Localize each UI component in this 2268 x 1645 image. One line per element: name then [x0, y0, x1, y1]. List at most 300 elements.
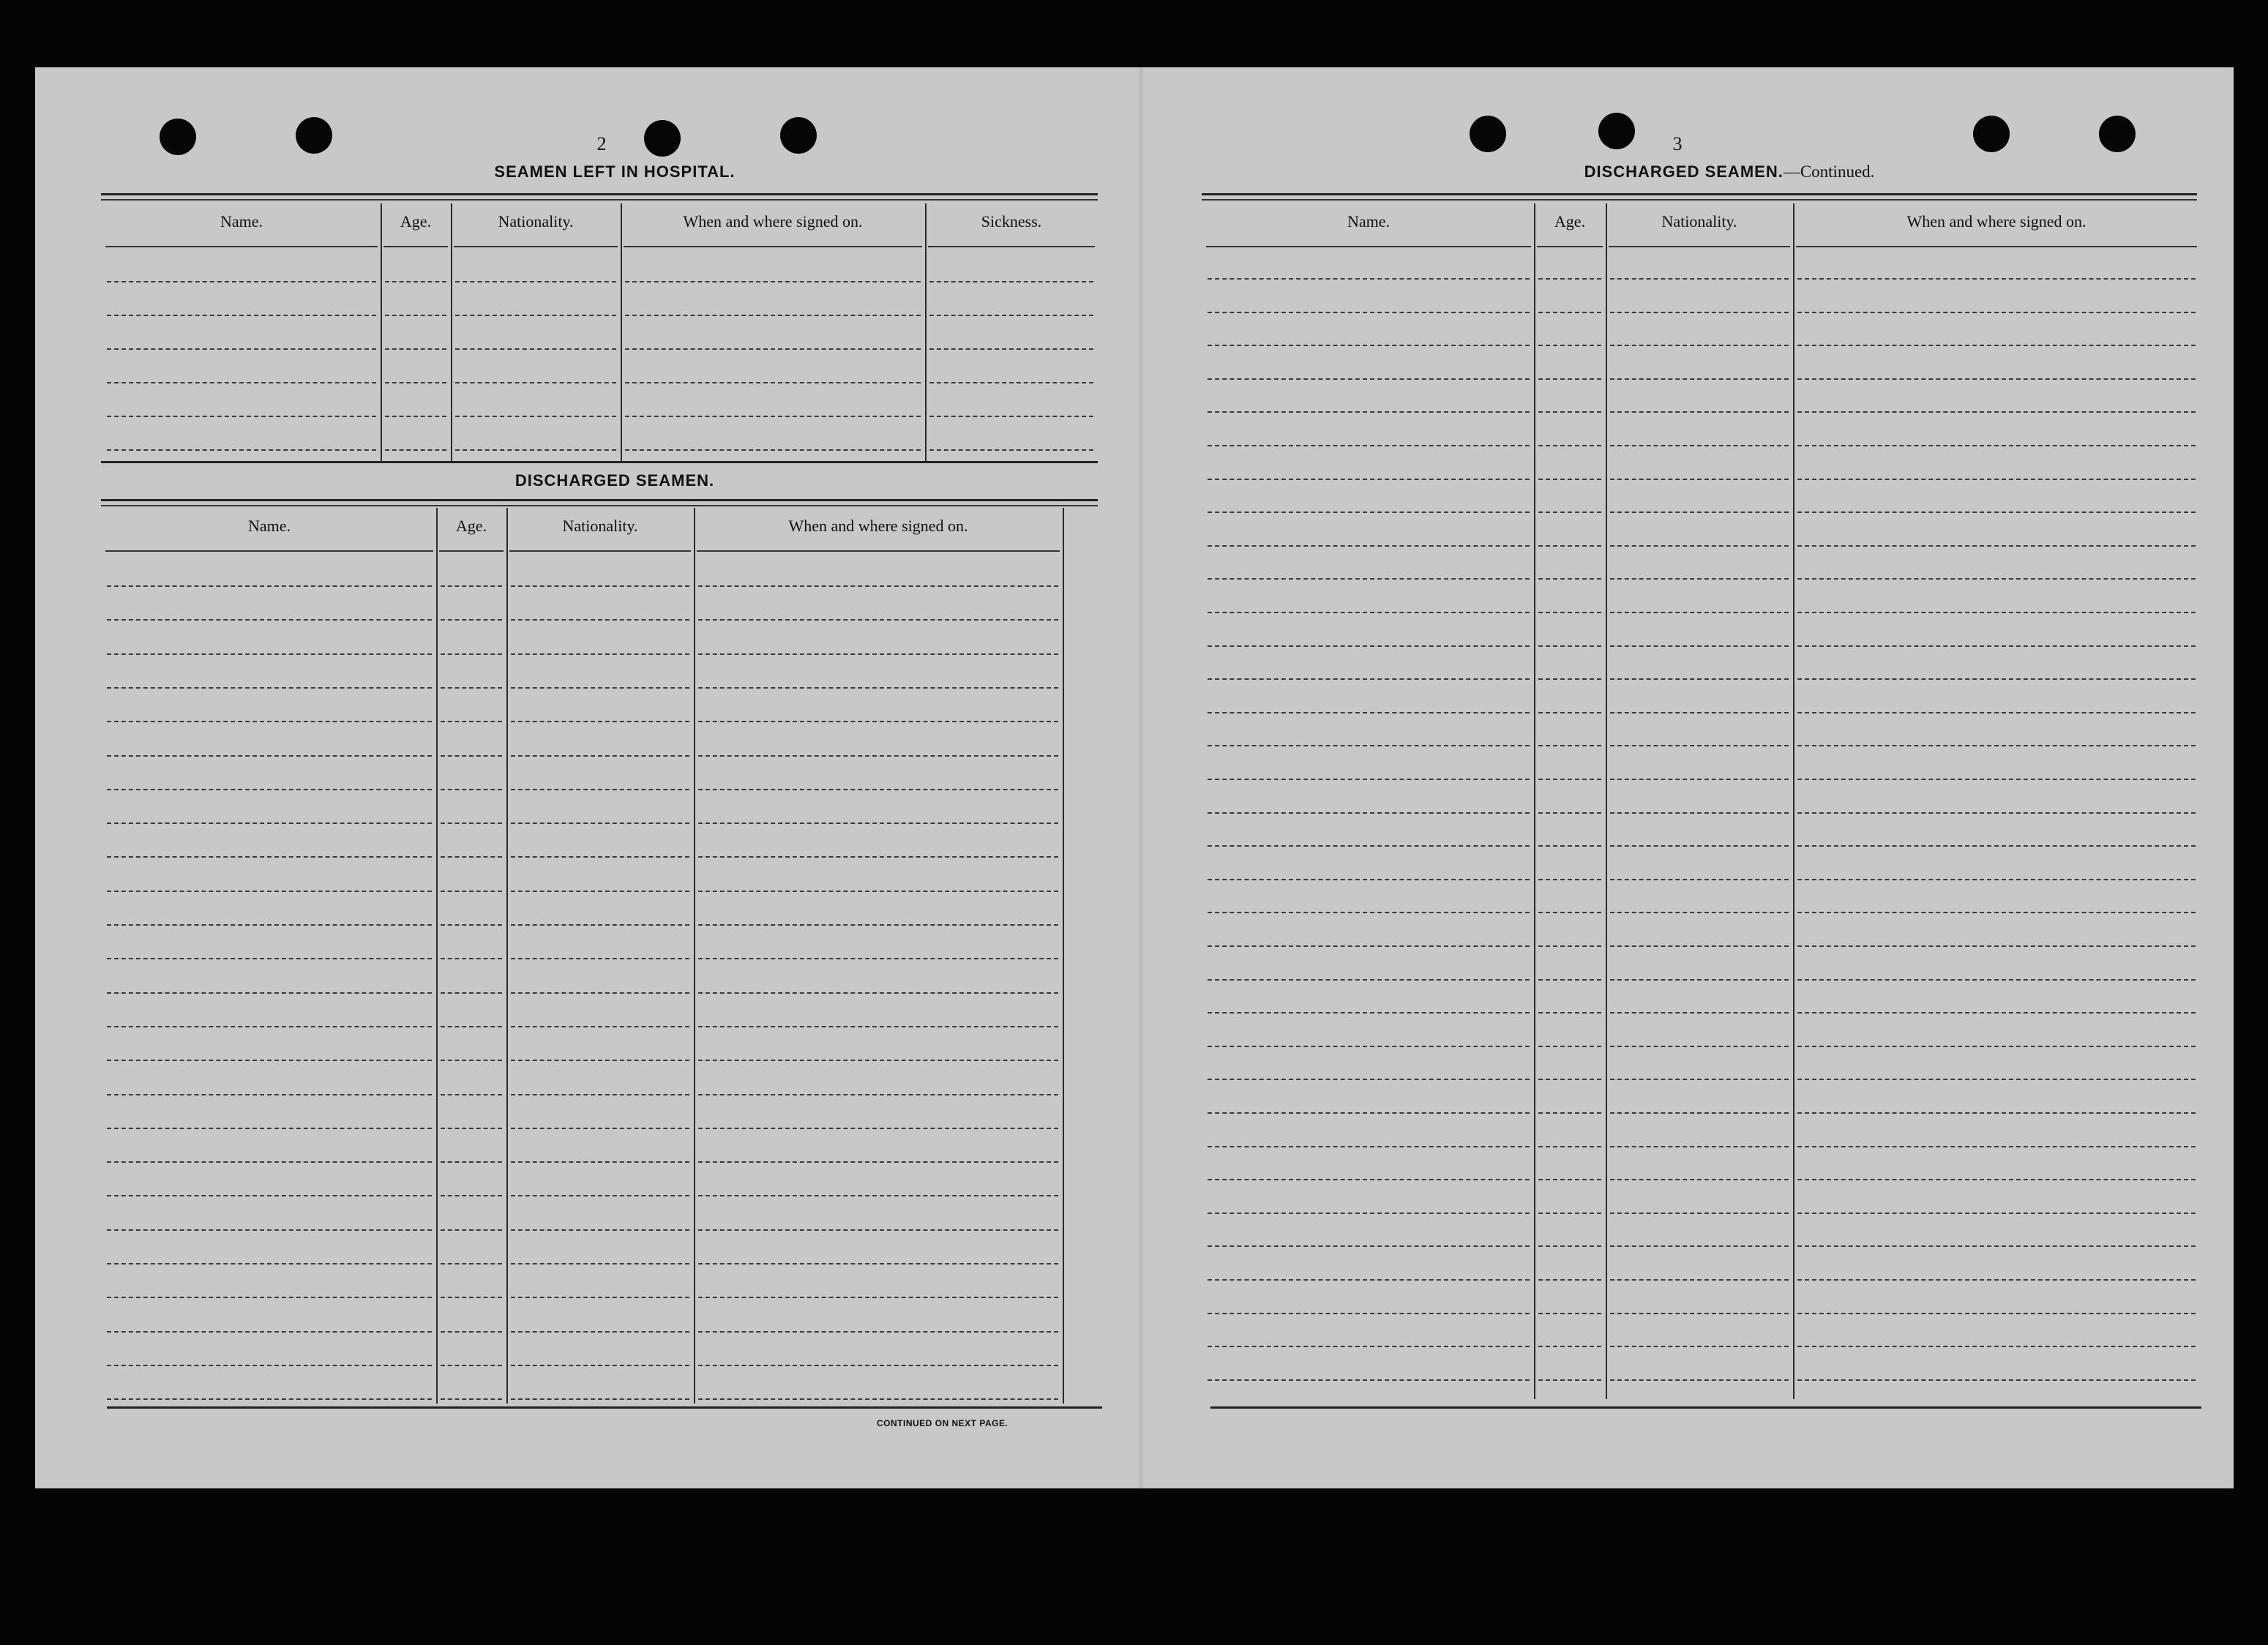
discharged-entry-line — [698, 1128, 1058, 1129]
discharged-entry-line — [441, 619, 502, 621]
hospital-col-header-1: Age. — [400, 212, 432, 231]
right-entry-line — [1538, 779, 1601, 780]
right-column-divider — [1793, 203, 1794, 1399]
right-entry-line — [1538, 445, 1601, 446]
right-entry-line — [1208, 1313, 1530, 1314]
hospital-top-rule — [101, 193, 1098, 195]
discharged-entry-line — [441, 789, 502, 790]
right-col-header-2: Nationality. — [1661, 212, 1737, 231]
discharged-entry-line — [107, 789, 432, 790]
hospital-column-divider — [381, 203, 382, 461]
right-entry-line — [1610, 1245, 1789, 1247]
right-entry-line — [1797, 812, 2196, 814]
discharged-entry-line — [511, 822, 689, 824]
discharged-entry-line — [698, 585, 1058, 587]
hospital-header-underline — [105, 246, 378, 247]
discharged-entry-line — [698, 1229, 1058, 1231]
punch-hole — [2099, 116, 2136, 152]
right-entry-line — [1797, 1046, 2196, 1047]
discharged-entry-line — [698, 1060, 1058, 1061]
hospital-entry-line — [455, 382, 616, 383]
right-entry-line — [1538, 945, 1601, 947]
discharged-entry-line — [511, 958, 689, 959]
right-entry-line — [1610, 845, 1789, 847]
right-entry-line — [1797, 1146, 2196, 1147]
discharged-entry-line — [107, 1365, 432, 1366]
right-bottom-rule — [1210, 1406, 2201, 1409]
right-entry-line — [1797, 479, 2196, 480]
right-entry-line — [1538, 645, 1601, 647]
discharged-entry-line — [441, 1026, 502, 1027]
right-entry-line — [1538, 278, 1601, 280]
right-entry-line — [1797, 1079, 2196, 1080]
discharged-entry-line — [441, 1060, 502, 1061]
right-entry-line — [1610, 945, 1789, 947]
hospital-column-divider — [925, 203, 927, 461]
right-entry-line — [1610, 312, 1789, 313]
right-entry-line — [1797, 1379, 2196, 1381]
right-entry-line — [1538, 912, 1601, 913]
discharged-entry-line — [441, 958, 502, 959]
discharged-entry-line — [441, 721, 502, 722]
right-entry-line — [1208, 479, 1530, 480]
discharged-entry-line — [441, 1297, 502, 1298]
discharged-entry-line — [107, 687, 432, 689]
right-entry-line — [1610, 545, 1789, 547]
hospital-header-underline — [928, 246, 1095, 247]
right-entry-line — [1538, 745, 1601, 746]
right-entry-line — [1208, 278, 1530, 280]
discharged-entry-line — [107, 1195, 432, 1196]
discharged-entry-line — [698, 1297, 1058, 1298]
discharged-entry-line — [441, 924, 502, 926]
discharged-entry-line — [511, 619, 689, 621]
right-entry-line — [1797, 612, 2196, 613]
right-col-header-1: Age. — [1554, 212, 1586, 231]
hospital-col-header-0: Name. — [220, 212, 263, 231]
right-entry-line — [1538, 879, 1601, 880]
discharged-entry-line — [107, 992, 432, 994]
discharged-entry-line — [441, 585, 502, 587]
hospital-entry-line — [455, 281, 616, 282]
discharged-entry-line — [511, 1026, 689, 1027]
right-entry-line — [1610, 1179, 1789, 1180]
discharged-entry-line — [107, 585, 432, 587]
page-fold — [1139, 67, 1143, 1488]
right-entry-line — [1208, 411, 1530, 413]
discharged-entry-line — [441, 755, 502, 757]
discharged-entry-line — [511, 891, 689, 892]
right-entry-line — [1538, 812, 1601, 814]
right-entry-line — [1208, 1079, 1530, 1080]
right-entry-line — [1797, 912, 2196, 913]
discharged-entry-line — [698, 653, 1058, 655]
punch-hole — [1973, 116, 2010, 152]
hospital-section-title: SEAMEN LEFT IN HOSPITAL. — [494, 162, 736, 181]
right-entry-line — [1538, 1146, 1601, 1147]
right-top-rule — [1202, 193, 2197, 195]
discharged-entry-line — [441, 1094, 502, 1095]
discharged-entry-line — [107, 891, 432, 892]
right-entry-line — [1610, 1146, 1789, 1147]
hospital-header-underline — [624, 246, 922, 247]
right-entry-line — [1208, 678, 1530, 680]
discharged-entry-line — [441, 822, 502, 824]
right-entry-line — [1610, 1012, 1789, 1013]
right-entry-line — [1797, 645, 2196, 647]
right-entry-line — [1797, 578, 2196, 580]
right-entry-line — [1797, 1012, 2196, 1013]
right-entry-line — [1208, 845, 1530, 847]
right-entry-line — [1208, 1379, 1530, 1381]
right-entry-line — [1610, 411, 1789, 413]
right-entry-line — [1797, 345, 2196, 346]
hospital-entry-line — [107, 416, 376, 417]
right-entry-line — [1610, 445, 1789, 446]
discharged-col-header-1: Age. — [455, 517, 487, 535]
discharged-entry-line — [511, 1195, 689, 1196]
right-entry-line — [1208, 545, 1530, 547]
hospital-entry-line — [625, 382, 921, 383]
right-header-underline — [1537, 246, 1603, 247]
discharged-header-underline — [439, 550, 504, 552]
right-entry-line — [1538, 1313, 1601, 1314]
discharged-entry-line — [107, 1297, 432, 1298]
discharged-entry-line — [441, 1229, 502, 1231]
right-entry-line — [1208, 912, 1530, 913]
hospital-entry-line — [385, 281, 446, 282]
right-header-underline — [1206, 246, 1531, 247]
right-entry-line — [1538, 411, 1601, 413]
right-entry-line — [1208, 312, 1530, 313]
discharged-entry-line — [107, 1331, 432, 1333]
hospital-column-divider — [621, 203, 622, 461]
right-entry-line — [1538, 578, 1601, 580]
punch-hole — [160, 119, 196, 155]
discharged-entry-line — [511, 1060, 689, 1061]
right-entry-line — [1610, 779, 1789, 780]
right-entry-line — [1797, 1112, 2196, 1114]
discharged-entry-line — [698, 1263, 1058, 1264]
hospital-entry-line — [107, 348, 376, 350]
right-entry-line — [1538, 345, 1601, 346]
right-entry-line — [1610, 1079, 1789, 1080]
hospital-entry-line — [107, 449, 376, 451]
discharged-entry-line — [698, 1331, 1058, 1333]
right-entry-line — [1797, 1346, 2196, 1347]
right-entry-line — [1610, 745, 1789, 746]
document-sheet — [35, 67, 2234, 1488]
right-entry-line — [1538, 545, 1601, 547]
right-entry-line — [1538, 712, 1601, 713]
right-entry-line — [1538, 979, 1601, 981]
right-entry-line — [1797, 411, 2196, 413]
right-entry-line — [1538, 1245, 1601, 1247]
punch-hole — [644, 120, 681, 157]
right-entry-line — [1610, 1279, 1789, 1281]
right-entry-line — [1610, 1112, 1789, 1114]
discharged-entry-line — [107, 755, 432, 757]
right-entry-line — [1610, 812, 1789, 814]
right-column-divider — [1534, 203, 1535, 1399]
discharged-entry-line — [511, 721, 689, 722]
hospital-entry-line — [455, 315, 616, 316]
discharged-entry-line — [107, 619, 432, 621]
discharged-bottom-rule — [107, 1406, 1102, 1409]
right-entry-line — [1797, 678, 2196, 680]
discharged-entry-line — [511, 1263, 689, 1264]
discharged-continued-title-main: DISCHARGED SEAMEN. — [1584, 162, 1784, 181]
hospital-col-header-3: When and where signed on. — [683, 212, 863, 231]
right-entry-line — [1610, 879, 1789, 880]
discharged-entry-line — [698, 789, 1058, 790]
discharged-entry-line — [107, 653, 432, 655]
discharged-entry-line — [511, 755, 689, 757]
right-column-divider — [1606, 203, 1607, 1399]
discharged-entry-line — [107, 721, 432, 722]
discharged-entry-line — [441, 1128, 502, 1129]
right-entry-line — [1208, 712, 1530, 713]
right-entry-line — [1208, 578, 1530, 580]
right-entry-line — [1610, 1379, 1789, 1381]
right-entry-line — [1797, 278, 2196, 280]
hospital-header-underline — [454, 246, 618, 247]
hospital-column-divider — [451, 203, 452, 461]
right-entry-line — [1208, 612, 1530, 613]
discharged-entry-line — [698, 856, 1058, 858]
hospital-entry-line — [107, 315, 376, 316]
right-entry-line — [1610, 979, 1789, 981]
right-entry-line — [1208, 378, 1530, 380]
right-entry-line — [1538, 378, 1601, 380]
discharged-entry-line — [441, 1161, 502, 1163]
discharged-entry-line — [107, 1229, 432, 1231]
discharged-entry-line — [511, 1297, 689, 1298]
discharged-entry-line — [511, 1331, 689, 1333]
discharged-entry-line — [511, 992, 689, 994]
discharged-col-header-3: When and where signed on. — [788, 517, 968, 535]
hospital-entry-line — [929, 281, 1093, 282]
hospital-entry-line — [385, 449, 446, 451]
right-entry-line — [1208, 1112, 1530, 1114]
right-entry-line — [1538, 1179, 1601, 1180]
right-entry-line — [1797, 779, 2196, 780]
discharged-header-underline — [509, 550, 691, 552]
discharged-entry-line — [511, 687, 689, 689]
continued-footer: CONTINUED ON NEXT PAGE. — [877, 1418, 1008, 1428]
discharged-entry-line — [511, 1161, 689, 1163]
right-entry-line — [1610, 479, 1789, 480]
discharged-entry-line — [698, 1195, 1058, 1196]
discharged-entry-line — [107, 1398, 432, 1400]
right-col-header-0: Name. — [1347, 212, 1391, 231]
discharged-entry-line — [441, 1365, 502, 1366]
punch-hole — [1598, 113, 1635, 149]
discharged-entry-line — [107, 822, 432, 824]
discharged-entry-line — [511, 653, 689, 655]
discharged-entry-line — [441, 1195, 502, 1196]
right-entry-line — [1797, 945, 2196, 947]
discharged-entry-line — [441, 1331, 502, 1333]
discharged-entry-line — [441, 1398, 502, 1400]
right-entry-line — [1208, 979, 1530, 981]
discharged-entry-line — [107, 1060, 432, 1061]
hospital-entry-line — [385, 348, 446, 350]
hospital-entry-line — [455, 348, 616, 350]
right-entry-line — [1538, 312, 1601, 313]
hospital-entry-line — [385, 416, 446, 417]
right-entry-line — [1610, 278, 1789, 280]
right-entry-line — [1208, 1046, 1530, 1047]
hospital-entry-line — [625, 348, 921, 350]
hospital-header-underline — [383, 246, 448, 247]
hospital-entry-line — [625, 281, 921, 282]
right-entry-line — [1208, 445, 1530, 446]
hospital-entry-line — [107, 382, 376, 383]
hospital-entry-line — [625, 449, 921, 451]
right-entry-line — [1797, 845, 2196, 847]
right-entry-line — [1208, 1245, 1530, 1247]
discharged-column-divider — [436, 508, 438, 1404]
discharged-col-header-2: Nationality. — [562, 517, 638, 535]
discharged-entry-line — [107, 1094, 432, 1095]
discharged-entry-line — [698, 1094, 1058, 1095]
discharged-entry-line — [698, 958, 1058, 959]
hospital-entry-line — [929, 348, 1093, 350]
right-entry-line — [1797, 745, 2196, 746]
discharged-entry-line — [698, 687, 1058, 689]
discharged-entry-line — [511, 1094, 689, 1095]
hospital-entry-line — [385, 382, 446, 383]
right-entry-line — [1610, 512, 1789, 513]
hospital-entry-line — [625, 416, 921, 417]
discharged-entry-line — [511, 1128, 689, 1129]
discharged-entry-line — [441, 653, 502, 655]
discharged-entry-line — [107, 856, 432, 858]
discharged-column-divider — [694, 508, 695, 1404]
right-entry-line — [1538, 512, 1601, 513]
discharged-entry-line — [511, 585, 689, 587]
discharged-header-underline — [697, 550, 1060, 552]
right-entry-line — [1610, 645, 1789, 647]
discharged-entry-line — [107, 1128, 432, 1129]
hospital-entry-line — [929, 416, 1093, 417]
right-entry-line — [1797, 1313, 2196, 1314]
right-entry-line — [1208, 645, 1530, 647]
right-entry-line — [1797, 879, 2196, 880]
discharged-column-divider — [1063, 508, 1064, 1404]
discharged-entry-line — [511, 1365, 689, 1366]
hospital-entry-line — [929, 382, 1093, 383]
right-entry-line — [1538, 1213, 1601, 1214]
right-entry-line — [1797, 545, 2196, 547]
discharged-continued-title — [1484, 162, 1975, 181]
discharged-entry-line — [698, 755, 1058, 757]
discharged-entry-line — [107, 1026, 432, 1027]
right-entry-line — [1208, 1012, 1530, 1013]
page-number-right: 3 — [1672, 133, 1683, 154]
right-entry-line — [1538, 678, 1601, 680]
right-entry-line — [1610, 1313, 1789, 1314]
right-entry-line — [1208, 1179, 1530, 1180]
right-entry-line — [1797, 1245, 2196, 1247]
right-entry-line — [1208, 1146, 1530, 1147]
discharged-entry-line — [511, 1229, 689, 1231]
page-number-left: 2 — [596, 133, 607, 154]
right-entry-line — [1610, 378, 1789, 380]
hospital-entry-line — [625, 315, 921, 316]
discharged-entry-line — [441, 992, 502, 994]
right-entry-line — [1538, 479, 1601, 480]
hospital-entry-line — [929, 315, 1093, 316]
hospital-entry-line — [107, 281, 376, 282]
right-entry-line — [1208, 512, 1530, 513]
right-entry-line — [1797, 1279, 2196, 1281]
right-entry-line — [1797, 378, 2196, 380]
hospital-entry-line — [455, 449, 616, 451]
discharged-entry-line — [511, 924, 689, 926]
hospital-col-header-4: Sickness. — [981, 212, 1042, 231]
right-entry-line — [1538, 1379, 1601, 1381]
discharged-entry-line — [441, 891, 502, 892]
discharged-entry-line — [698, 1398, 1058, 1400]
discharged-entry-line — [698, 619, 1058, 621]
discharged-entry-line — [511, 1398, 689, 1400]
hospital-bottom-rule — [101, 461, 1098, 463]
hospital-entry-line — [455, 416, 616, 417]
punch-hole — [780, 117, 817, 154]
discharged-continued-suffix: —Continued. — [1783, 162, 1875, 181]
discharged-entry-line — [511, 856, 689, 858]
discharged-entry-line — [511, 789, 689, 790]
right-entry-line — [1610, 345, 1789, 346]
hospital-entry-line — [929, 449, 1093, 451]
discharged-entry-line — [441, 687, 502, 689]
punch-hole — [296, 117, 332, 154]
discharged-header-underline — [105, 550, 433, 552]
discharged-entry-line — [698, 992, 1058, 994]
discharged-top-rule — [101, 499, 1098, 501]
right-entry-line — [1610, 1213, 1789, 1214]
right-entry-line — [1208, 779, 1530, 780]
right-entry-line — [1797, 445, 2196, 446]
discharged-entry-line — [698, 924, 1058, 926]
right-header-underline — [1609, 246, 1790, 247]
right-entry-line — [1610, 1046, 1789, 1047]
right-entry-line — [1610, 578, 1789, 580]
discharged-entry-line — [441, 856, 502, 858]
right-entry-line — [1610, 1346, 1789, 1347]
right-entry-line — [1208, 945, 1530, 947]
discharged-entry-line — [698, 822, 1058, 824]
discharged-entry-line — [107, 1161, 432, 1163]
right-entry-line — [1610, 678, 1789, 680]
right-entry-line — [1208, 745, 1530, 746]
discharged-column-divider — [506, 508, 508, 1404]
right-entry-line — [1797, 312, 2196, 313]
right-entry-line — [1797, 1213, 2196, 1214]
hospital-col-header-2: Nationality. — [498, 212, 574, 231]
right-entry-line — [1208, 1346, 1530, 1347]
discharged-entry-line — [698, 1365, 1058, 1366]
right-col-header-3: When and where signed on. — [1906, 212, 2087, 231]
right-entry-line — [1208, 1213, 1530, 1214]
right-entry-line — [1610, 612, 1789, 613]
hospital-entry-line — [385, 315, 446, 316]
right-entry-line — [1538, 1046, 1601, 1047]
discharged-section-title: DISCHARGED SEAMEN. — [514, 471, 715, 490]
discharged-entry-line — [441, 1263, 502, 1264]
